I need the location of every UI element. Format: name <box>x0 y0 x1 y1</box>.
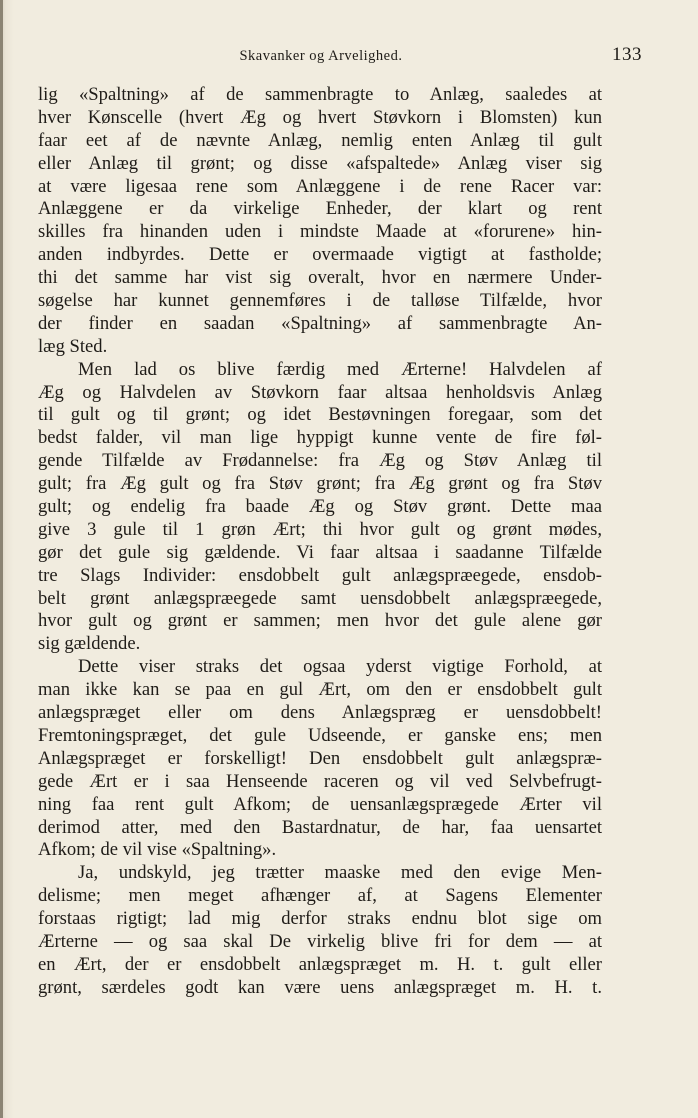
text-line: hver Kønscelle (hvert Æg og hvert Støvkorn i Blomsten) kun <box>38 106 602 128</box>
text-line: grønt, særdeles godt kan være uens anlægspræget m. H. t. <box>38 976 602 998</box>
text-line: give 3 gule til 1 grøn Ært; thi hvor gult og grønt mødes, <box>38 518 602 540</box>
text-line: man ikke kan se paa en gul Ært, om den er ensdobbelt gult <box>38 679 602 701</box>
text-line: skilles fra hinanden uden i mindste Maade at «forurene» hin- <box>38 221 602 243</box>
text-line: Dette viser straks det ogsaa yderst vigtige Forhold, at <box>78 656 602 678</box>
text-line: Anlægspræget er forskelligt! Den ensdobbelt gult anlægspræ- <box>38 747 602 769</box>
text-line: lig «Spaltning» af de sammenbragte to Anlæg, saaledes at <box>38 84 602 105</box>
page-number: 133 <box>612 44 642 65</box>
text-line: tre Slags Individer: ensdobbelt gult anlægspræegede, ensdob- <box>38 564 602 586</box>
body-text <box>38 84 602 1000</box>
text-line: ning faa rent gult Afkom; de uensanlægsprægede Ærter vil <box>38 793 602 815</box>
text-line: Afkom; de vil vise «Spaltning». <box>38 839 277 861</box>
text-line: anlægspræget eller om dens Anlægspræg er uensdobbelt! <box>38 702 602 724</box>
text-line: belt grønt anlægspræegede samt uensdobbelt anlægspræegede, <box>38 587 602 609</box>
running-head <box>34 44 642 72</box>
text-line: sig gældende. <box>38 633 141 655</box>
text-line: der finder en saadan «Spaltning» af sammenbragte An- <box>38 312 602 334</box>
text-line: gende Tilfælde av Frødannelse: fra Æg og Støv Anlæg til <box>38 450 602 472</box>
text-line: faar eet af de nævnte Anlæg, nemlig enten Anlæg til gult <box>38 129 602 151</box>
text-line: gult; fra Æg gult og fra Støv grønt; fra Æg grønt og fra Støv <box>38 473 602 495</box>
text-line: derimod atter, med den Bastardnatur, de har, faa uensartet <box>38 816 602 838</box>
text-line: Æg og Halvdelen av Støvkorn faar altsaa henholdsvis Anlæg <box>38 381 602 403</box>
text-line: søgelse har kunnet gennemføres i de talløse Tilfælde, hvor <box>38 290 602 312</box>
text-line: delisme; men meget afhænger af, at Sagens Elementer <box>38 885 602 907</box>
text-line: til gult og til grønt; og idet Bestøvningen foregaar, som det <box>38 404 602 426</box>
text-line: læg Sted. <box>38 335 108 357</box>
text-line: Fremtoningspræget, det gule Udseende, er ganske ens; men <box>38 724 602 746</box>
text-line: Ja, undskyld, jeg trætter maaske med den evige Men- <box>78 862 602 884</box>
page-spine-shadow <box>0 0 3 1118</box>
text-line: Anlæggene er da virkelige Enheder, der klart og rent <box>38 198 602 220</box>
text-line: hvor gult og grønt er sammen; men hvor det gule alene gør <box>38 610 602 632</box>
text-line: Ærterne — og saa skal De virkelig blive fri for dem — at <box>38 930 602 952</box>
text-line: anden indbyrdes. Dette er overmaade vigtigt at fastholde; <box>38 244 602 266</box>
text-line: at være ligesaa rene som Anlæggene i de rene Racer var: <box>38 175 602 197</box>
text-line: forstaas rigtigt; lad mig derfor straks endnu blot sige om <box>38 908 602 930</box>
text-line: thi det samme har vist sig overalt, hvor en nærmere Under- <box>38 267 602 289</box>
text-line: en Ært, der er ensdobbelt anlægspræget m. H. t. gult eller <box>38 953 602 975</box>
text-line: gede Ært er i saa Henseende raceren og vil ved Selvbefrugt- <box>38 770 602 792</box>
text-line: Men lad os blive færdig med Ærterne! Halvdelen af <box>78 358 602 380</box>
text-line: bedst falder, vil man lige hyppigt kunne vente de fire føl- <box>38 427 602 449</box>
text-line: eller Anlæg til grønt; og disse «afspaltede» Anlæg viser sig <box>38 152 602 174</box>
running-title: Skavanker og Arvelighed. <box>239 48 403 64</box>
text-line: gør det gule sig gældende. Vi faar altsaa i saadanne Tilfælde <box>38 541 602 563</box>
text-line: gult; og endelig fra baade Æg og Støv grønt. Dette maa <box>38 496 602 518</box>
